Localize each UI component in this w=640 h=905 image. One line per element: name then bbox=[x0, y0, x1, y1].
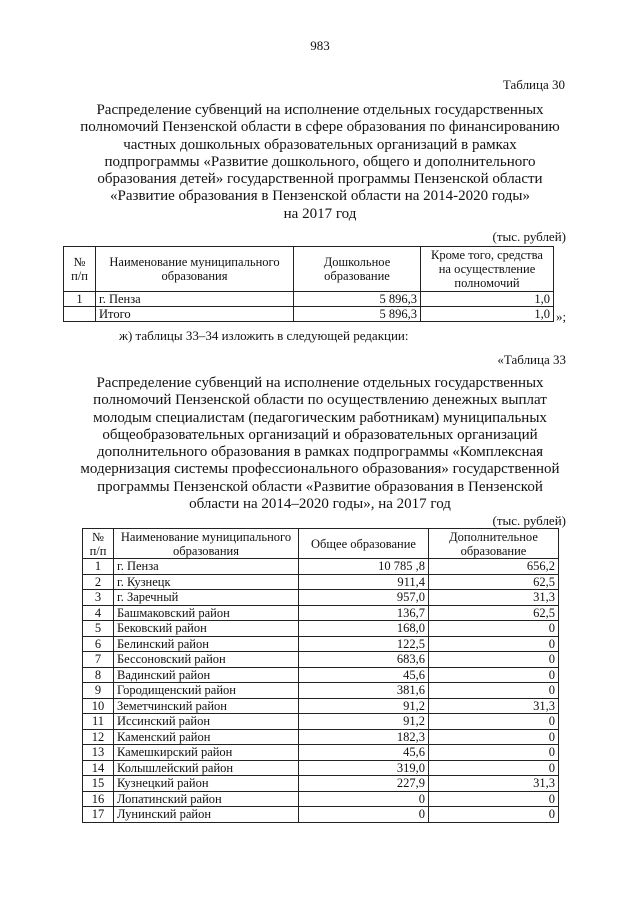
table-row bbox=[83, 760, 559, 776]
closing-quote: »; bbox=[556, 309, 567, 324]
row-additional: 0 bbox=[429, 807, 559, 823]
header-text: № bbox=[73, 255, 86, 269]
row-num: 9 bbox=[83, 683, 114, 699]
row-preschool: 5 896,3 bbox=[294, 307, 421, 322]
row-general: 381,6 bbox=[299, 683, 429, 699]
row-name: Белинский район bbox=[114, 636, 299, 652]
row-num: 1 bbox=[64, 292, 96, 307]
row-additional: 0 bbox=[429, 652, 559, 668]
row-general: 91,2 bbox=[299, 698, 429, 714]
table-row bbox=[83, 636, 559, 652]
title-line: на 2017 год bbox=[283, 205, 357, 222]
row-general: 319,0 bbox=[299, 760, 429, 776]
row-name: Городищенский район bbox=[114, 683, 299, 699]
row-general: 10 785 ,8 bbox=[299, 559, 429, 575]
row-name: Земетчинский район bbox=[114, 698, 299, 714]
row-name: г. Пенза bbox=[114, 559, 299, 575]
table-row bbox=[83, 574, 559, 590]
title-line: молодым специалистам (педагогическим работникам) муниципальных bbox=[93, 409, 547, 426]
header-text: полномочий bbox=[454, 276, 520, 290]
table-33-units: (тыс. рублей) bbox=[492, 513, 566, 528]
row-name: г. Кузнецк bbox=[114, 574, 299, 590]
row-additional: 0 bbox=[429, 729, 559, 745]
row-additional: 0 bbox=[429, 760, 559, 776]
row-general: 45,6 bbox=[299, 745, 429, 761]
header-text: образования bbox=[161, 269, 228, 283]
table-30-label: Таблица 30 bbox=[502, 77, 565, 92]
row-num: 3 bbox=[83, 590, 114, 606]
page-number: 983 bbox=[310, 38, 330, 53]
title-line: общеобразовательных организаций и образовательных организаций bbox=[102, 426, 538, 443]
table-row bbox=[64, 292, 554, 307]
row-additional: 0 bbox=[429, 621, 559, 637]
header-text: Наименование муниципального bbox=[109, 255, 280, 269]
row-name: Вадинский район bbox=[114, 667, 299, 683]
table-row bbox=[83, 605, 559, 621]
header-name bbox=[114, 529, 299, 559]
table-33-title bbox=[40, 375, 600, 513]
table-row bbox=[83, 590, 559, 606]
table-row bbox=[83, 667, 559, 683]
title-line: полномочий Пензенской области по осуществлению денежных выплат bbox=[93, 392, 547, 409]
header-text: п/п bbox=[71, 269, 88, 283]
title-line: Распределение субвенций на исполнение отдельных государственных bbox=[96, 102, 544, 118]
header-text: Дополнительное bbox=[449, 529, 538, 544]
row-additional: 0 bbox=[429, 745, 559, 761]
row-name: Камешкирский район bbox=[114, 745, 299, 761]
row-name: Башмаковский район bbox=[114, 605, 299, 621]
header-text: Дошкольное bbox=[323, 255, 391, 269]
header-text: на осуществление bbox=[438, 262, 536, 276]
table-header-row bbox=[83, 529, 559, 559]
row-additional: 0 bbox=[429, 667, 559, 683]
row-additional: 656,2 bbox=[429, 559, 559, 575]
row-num: 7 bbox=[83, 652, 114, 668]
header-name bbox=[96, 247, 294, 292]
header-num bbox=[64, 247, 96, 292]
table-33 bbox=[82, 528, 559, 823]
row-num: 16 bbox=[83, 791, 114, 807]
row-general: 911,4 bbox=[299, 574, 429, 590]
row-extra: 1,0 bbox=[421, 292, 554, 307]
row-num: 8 bbox=[83, 667, 114, 683]
row-num: 12 bbox=[83, 729, 114, 745]
row-num: 11 bbox=[83, 714, 114, 730]
title-line: образования детей» государственной программы Пензенской области bbox=[97, 171, 543, 188]
header-text: образование bbox=[324, 269, 390, 283]
row-general: 683,6 bbox=[299, 652, 429, 668]
row-general: 91,2 bbox=[299, 714, 429, 730]
header-general: Общее образование bbox=[299, 529, 429, 559]
row-extra: 1,0 bbox=[421, 307, 554, 322]
row-num: 15 bbox=[83, 776, 114, 792]
table-row bbox=[83, 791, 559, 807]
title-line: программы Пензенской области «Развитие образования в Пензенской bbox=[97, 478, 543, 495]
row-additional: 31,3 bbox=[429, 698, 559, 714]
table-row bbox=[83, 807, 559, 823]
row-general: 168,0 bbox=[299, 621, 429, 637]
row-general: 957,0 bbox=[299, 590, 429, 606]
header-extra bbox=[421, 247, 554, 292]
table-row bbox=[83, 698, 559, 714]
table-row bbox=[83, 776, 559, 792]
table-33-label: «Таблица 33 bbox=[497, 352, 566, 367]
row-num: 1 bbox=[83, 559, 114, 575]
row-general: 122,5 bbox=[299, 636, 429, 652]
header-text: образование bbox=[460, 543, 527, 558]
table-row bbox=[83, 683, 559, 699]
table-row bbox=[83, 559, 559, 575]
row-num: 5 bbox=[83, 621, 114, 637]
table-row bbox=[83, 745, 559, 761]
row-num: 4 bbox=[83, 605, 114, 621]
row-name: Кузнецкий район bbox=[114, 776, 299, 792]
row-additional: 0 bbox=[429, 714, 559, 730]
header-text: Наименование муниципального bbox=[120, 529, 292, 544]
title-line: подпрограммы «Развитие дошкольного, общего и дополнительного bbox=[104, 153, 536, 170]
row-additional: 31,3 bbox=[429, 590, 559, 606]
row-name: Иссинский район bbox=[114, 714, 299, 730]
title-line: модернизация системы профессионального образования» государственной bbox=[80, 461, 560, 478]
title-line: полномочий Пензенской области в сфере образования по финансированию bbox=[80, 119, 560, 136]
row-additional: 0 bbox=[429, 791, 559, 807]
header-text: № bbox=[92, 529, 104, 544]
row-general: 136,7 bbox=[299, 605, 429, 621]
row-additional: 62,5 bbox=[429, 574, 559, 590]
row-num: 6 bbox=[83, 636, 114, 652]
table-row bbox=[83, 652, 559, 668]
header-preschool bbox=[294, 247, 421, 292]
table-30 bbox=[63, 246, 554, 322]
title-line: области на 2014–2020 годы», на 2017 год bbox=[189, 496, 451, 513]
row-name: Лунинский район bbox=[114, 807, 299, 823]
row-name: г. Пенза bbox=[96, 292, 294, 307]
row-additional: 0 bbox=[429, 683, 559, 699]
header-text: Кроме того, средства bbox=[431, 248, 543, 262]
row-general: 0 bbox=[299, 807, 429, 823]
table-row bbox=[83, 729, 559, 745]
row-num: 10 bbox=[83, 698, 114, 714]
row-name: Колышлейский район bbox=[114, 760, 299, 776]
header-additional bbox=[429, 529, 559, 559]
row-name: Бессоновский район bbox=[114, 652, 299, 668]
row-preschool: 5 896,3 bbox=[294, 292, 421, 307]
table-row bbox=[83, 714, 559, 730]
row-additional: 0 bbox=[429, 636, 559, 652]
header-num bbox=[83, 529, 114, 559]
title-line: частных дошкольных образовательных организаций в рамках bbox=[123, 136, 517, 153]
table-row bbox=[83, 621, 559, 637]
header-text: образования bbox=[173, 543, 239, 558]
row-additional: 62,5 bbox=[429, 605, 559, 621]
title-line: дополнительного образования в рамках подпрограммы «Комплексная bbox=[96, 444, 544, 461]
row-num: 14 bbox=[83, 760, 114, 776]
instruction-text: ж) таблицы 33–34 изложить в следующей редакции: bbox=[119, 328, 409, 343]
row-additional: 31,3 bbox=[429, 776, 559, 792]
table-30-title bbox=[40, 102, 600, 223]
row-num: 2 bbox=[83, 574, 114, 590]
row-num: 17 bbox=[83, 807, 114, 823]
row-general: 0 bbox=[299, 791, 429, 807]
title-line: «Развитие образования в Пензенской области на 2014-2020 годы» bbox=[110, 188, 530, 205]
row-name: Лопатинский район bbox=[114, 791, 299, 807]
row-name: Каменский район bbox=[114, 729, 299, 745]
table-header-row bbox=[64, 247, 554, 292]
title-line: Распределение субвенций на исполнение отдельных государственных bbox=[96, 375, 544, 391]
row-name: г. Заречный bbox=[114, 590, 299, 606]
row-name: Итого bbox=[96, 307, 294, 322]
table-row-total bbox=[64, 307, 554, 322]
table-30-units: (тыс. рублей) bbox=[492, 229, 566, 244]
row-general: 182,3 bbox=[299, 729, 429, 745]
row-general: 227,9 bbox=[299, 776, 429, 792]
row-num: 13 bbox=[83, 745, 114, 761]
row-name: Бековский район bbox=[114, 621, 299, 637]
header-text: п/п bbox=[89, 543, 107, 558]
row-general: 45,6 bbox=[299, 667, 429, 683]
row-num bbox=[64, 307, 96, 322]
